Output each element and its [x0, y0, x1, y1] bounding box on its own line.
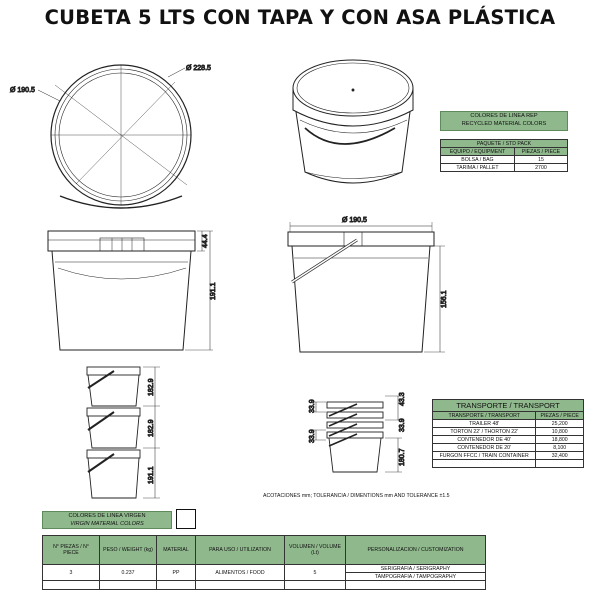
- dim-stack-1: 182.9: [148, 378, 155, 396]
- transport-col1: TRANSPORTE / TRANSPORT: [433, 412, 536, 420]
- product-spec-table: [42, 535, 486, 590]
- dim-nest-1: 33.9: [309, 399, 316, 413]
- page-title: CUBETA 5 LTS CON TAPA Y CON ASA PLÁSTICA: [44, 6, 556, 29]
- table-row: [43, 581, 486, 590]
- table-row: CONTENEDOR DE 20' 8,100: [433, 444, 584, 452]
- recycled-colors-label: [440, 111, 568, 131]
- table-row: 3 0.237 PP ALIMENTOS / FOOD 5 SERIGRAFIA / SERIGRAPHY: [43, 565, 486, 573]
- top-view: [38, 65, 191, 208]
- spec-header-utilization: PARA USO / UTILIZATION: [196, 536, 285, 565]
- table-row: TORTON 22' / THORTON 22' 10,800: [433, 428, 584, 436]
- transport-title: TRANSPORTE / TRANSPORT: [433, 400, 584, 412]
- dim-stack-2: 182.9: [148, 419, 155, 437]
- isometric-view: [293, 60, 413, 183]
- dim-side-height: 156.1: [441, 290, 448, 308]
- dim-lid-height: 44.4: [202, 234, 209, 248]
- virgin-colors-label: [42, 511, 172, 529]
- table-row: BOLSA / BAG 15: [441, 156, 568, 164]
- dim-nest-3: 33.9: [309, 429, 316, 443]
- recycled-line2: RECYCLED MATERIAL COLORS: [461, 121, 547, 127]
- table-row: TAMPOGRAFIA / TAMPOGRAPHY: [43, 573, 486, 581]
- nested-view: [312, 396, 402, 472]
- pack-title: PAQUETE / STD PACK: [441, 140, 568, 148]
- front-view: [48, 231, 213, 350]
- tolerance-note: ACOTACIONES mm; TOLERANCIA / DIMENTIONS mm AND TOLERANCE ±1.5: [263, 493, 450, 499]
- std-pack-table: [440, 139, 568, 172]
- virgin-line1: COLORES DE LINEA VIRGEN: [68, 513, 146, 519]
- pack-col1: EQUIPO / EQUIPMENT: [441, 148, 515, 156]
- spec-header-weight: PESO / WEIGHT (kg): [100, 536, 157, 565]
- dim-side-top-dia: Ø 190.5: [342, 217, 367, 224]
- spec-header-material: MATERIAL: [157, 536, 196, 565]
- dim-nest-4: 33.9: [399, 418, 406, 432]
- transport-col2: PIEZAS / PIECE: [536, 412, 584, 420]
- table-row: FURGON FFCC / TRAIN CONTAINER 32,400: [433, 452, 584, 460]
- table-row: CONTENEDOR DE 40' 18,800: [433, 436, 584, 444]
- side-view: [288, 222, 445, 352]
- virgin-color-swatch: [176, 509, 196, 529]
- dim-total-height: 191.1: [210, 282, 217, 300]
- spec-header-volume: VOLUMEN / VOLUME (Lt): [285, 536, 346, 565]
- dim-top-outer: Ø 228.5: [186, 65, 211, 72]
- spec-header-customization: PERSONALIZACION / CUSTOMIZATION: [346, 536, 486, 565]
- pack-col2: PIEZAS / PIECE: [514, 148, 567, 156]
- transport-table: [432, 399, 584, 468]
- spec-header-pieces: N° PIEZAS / N° PIECE: [43, 536, 100, 565]
- dim-top-inner: Ø 190.5: [10, 87, 35, 94]
- dim-stack-3: 191.1: [148, 466, 155, 484]
- dim-nest-2: 43.3: [399, 392, 406, 406]
- table-row: TRAILER 48' 25,200: [433, 420, 584, 428]
- table-row: [433, 460, 584, 468]
- recycled-line1: COLORES DE LINEA REP: [470, 113, 538, 119]
- virgin-line2: VIRGIN MATERIAL COLORS: [70, 521, 144, 527]
- table-row: TARIMA / PALLET 2700: [441, 164, 568, 172]
- dim-nest-total: 180.7: [399, 448, 406, 466]
